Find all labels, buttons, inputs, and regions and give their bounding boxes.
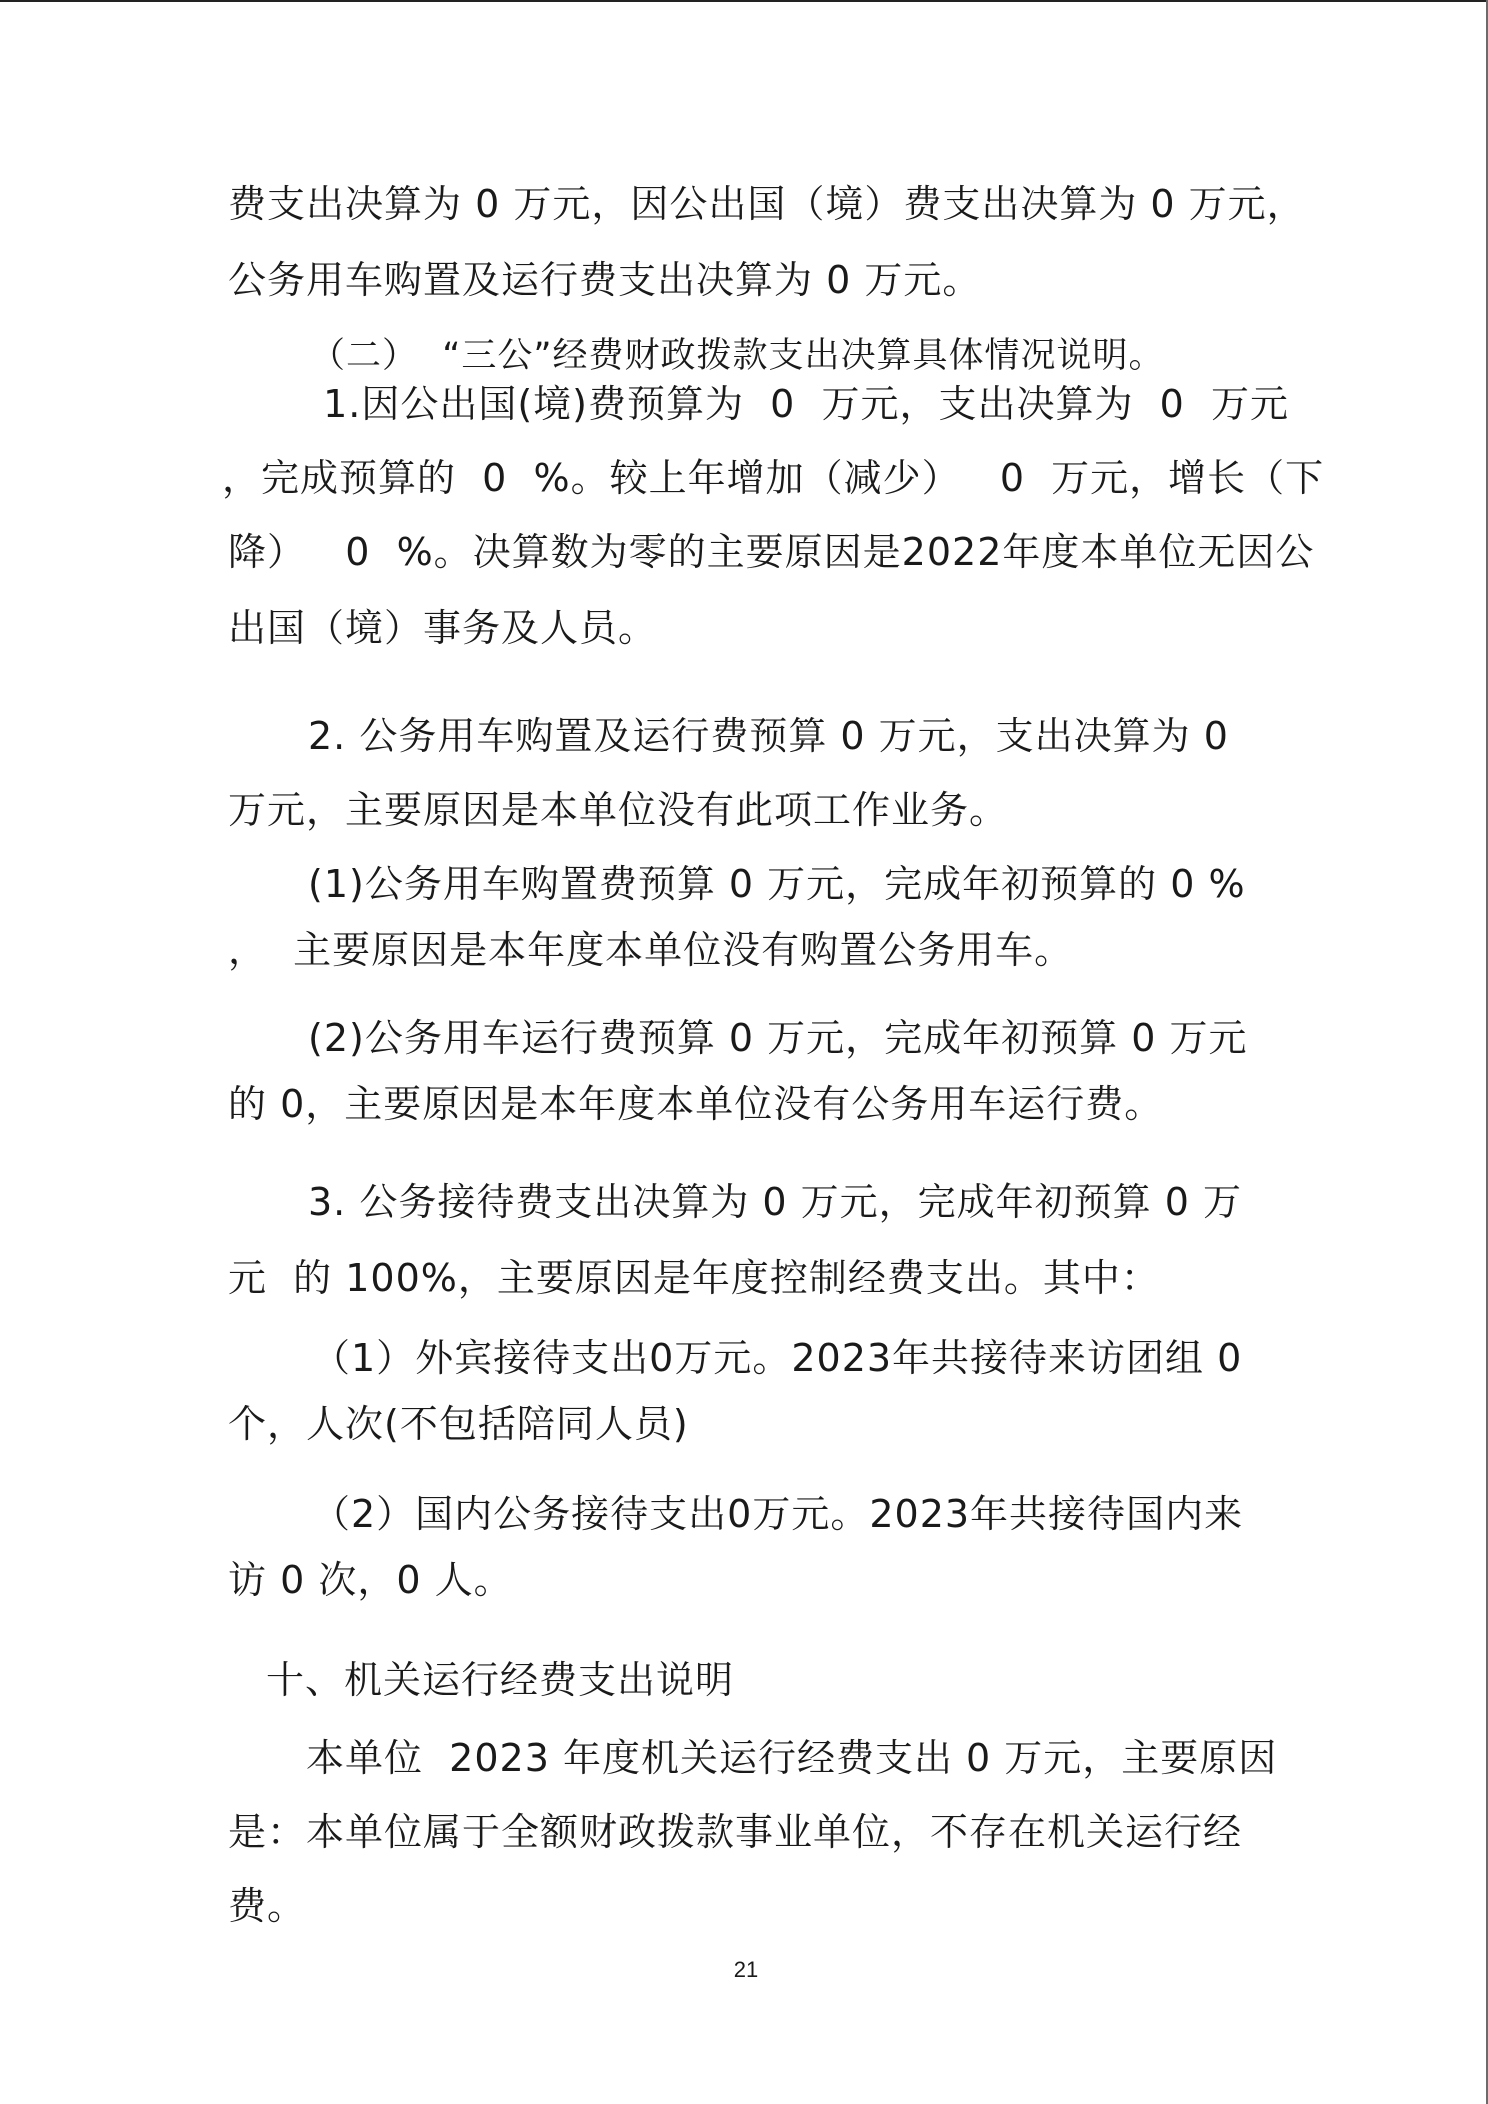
paragraph-line: 费。: [228, 1884, 307, 1928]
page-top-border: [0, 0, 1488, 2]
paragraph-line: 本单位 2023 年度机关运行经费支出 0 万元，主要原因: [306, 1736, 1278, 1780]
paragraph-line: 访 0 次，0 人。: [228, 1558, 513, 1602]
paragraph-line: 降） 0 %。决算数为零的主要原因是2022年度本单位无因公: [228, 530, 1315, 574]
paragraph-line: （1）外宾接待支出0万元。2023年共接待来访团组 0: [312, 1336, 1243, 1380]
paragraph-line: 万元，主要原因是本单位没有此项工作业务。: [228, 788, 1009, 832]
paragraph-line: (1)公务用车购置费预算 0 万元，完成年初预算的 0 %: [308, 862, 1246, 906]
paragraph-line: 1.因公出国(境)费预算为 0 万元，支出决算为 0 万元: [310, 382, 1289, 426]
paragraph-line: 3. 公务接待费支出决算为 0 万元，完成年初预算 0 万: [308, 1180, 1243, 1224]
paragraph-line: 的 0，主要原因是本年度本单位没有公务用车运行费。: [228, 1082, 1164, 1126]
paragraph-line: ， 主要原因是本年度本单位没有购置公务用车。: [228, 928, 1074, 972]
paragraph-line: 费支出决算为 0 万元，因公出国（境）费支出决算为 0 万元，: [228, 182, 1306, 226]
paragraph-line: 公务用车购置及运行费支出决算为 0 万元。: [228, 258, 982, 302]
paragraph-line: ，完成预算的 0 %。较上年增加（减少） 0 万元，增长（下: [222, 456, 1325, 500]
paragraph-line: 个，人次(不包括陪同人员): [228, 1402, 689, 1446]
paragraph-line: 是：本单位属于全额财政拨款事业单位，不存在机关运行经: [228, 1810, 1243, 1854]
section-heading: （二） “三公”经费财政拨款支出决算具体情况说明。: [310, 336, 1165, 376]
paragraph-line: 出国（境）事务及人员。: [228, 606, 658, 650]
section-heading: 十、机关运行经费支出说明: [266, 1658, 735, 1702]
paragraph-line: 2. 公务用车购置及运行费预算 0 万元，支出决算为 0: [308, 714, 1229, 758]
paragraph-line: （2）国内公务接待支出0万元。2023年共接待国内来: [312, 1492, 1244, 1536]
page-number: 21: [733, 1957, 759, 1982]
paragraph-line: 元 的 100%，主要原因是年度控制经费支出。其中：: [228, 1256, 1160, 1300]
paragraph-line: (2)公务用车运行费预算 0 万元，完成年初预算 0 万元: [308, 1016, 1248, 1060]
